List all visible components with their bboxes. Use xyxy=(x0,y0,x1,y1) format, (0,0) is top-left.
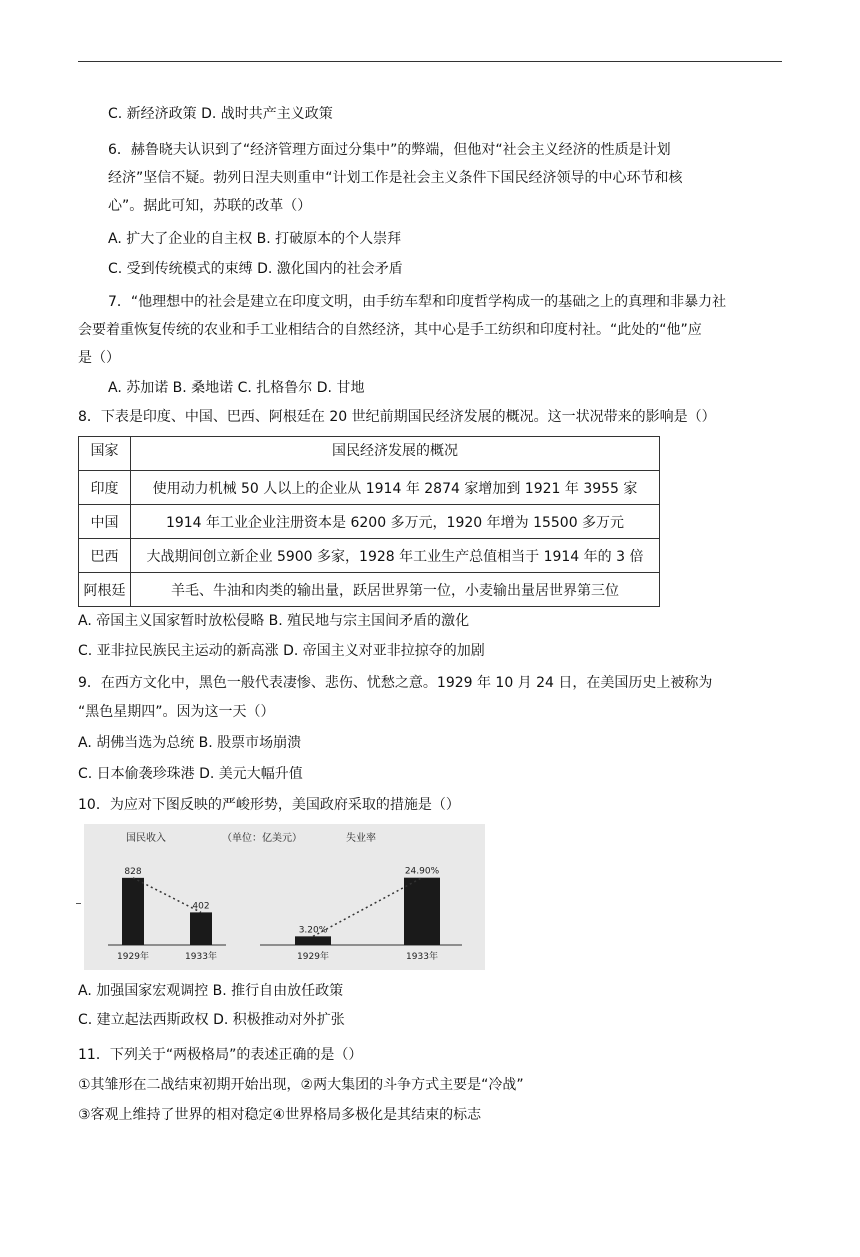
q8-options-ab: A. 帝国主义国家暂时放松侵略 B. 殖民地与宗主国间矛盾的激化 xyxy=(78,613,470,629)
q9-options-cd: C. 日本偷袭珍珠港 D. 美元大幅升值 xyxy=(78,766,303,782)
q6-options-cd: C. 受到传统模式的束缚 D. 激化国内的社会矛盾 xyxy=(108,261,403,277)
table-cell-overview: 1914 年工业企业注册资本是 6200 多万元，1920 年增为 15500 多万元 xyxy=(131,505,660,539)
chart-value-label: 24.90% xyxy=(404,866,440,877)
chart-title-income: 国民收入 xyxy=(126,833,166,844)
table-cell-country: 巴西 xyxy=(79,539,131,573)
chart-value-label: 402 xyxy=(192,901,210,912)
chart-category-label: 1929年 xyxy=(117,952,149,962)
q9-stem-line1: 9．在西方文化中，黑色一般代表凄惨、悲伤、忧愁之意。1929 年 10 月 24 日，在美国历史上被称为 xyxy=(78,675,713,691)
table-row xyxy=(79,505,660,539)
q6-stem-line1: 6．赫鲁晓夫认识到了“经济管理方面过分集中”的弊端，但他对“社会主义经济的性质是计划 xyxy=(108,142,671,158)
table-header-country: 国家 xyxy=(79,437,131,471)
chart-svg xyxy=(84,824,485,970)
chart-category-label: 1933年 xyxy=(406,952,438,962)
table-row xyxy=(79,539,660,573)
chart-bar xyxy=(295,936,331,945)
q6-stem-line3: 心”。据此可知，苏联的改革（） xyxy=(108,198,312,214)
chart-category-label: 1929年 xyxy=(297,952,329,962)
table-cell-overview: 羊毛、牛油和肉类的输出量，跃居世界第一位，小麦输出量居世界第三位 xyxy=(131,573,660,607)
q11-item-3-4: ③客观上维持了世界的相对稳定④世界格局多极化是其结束的标志 xyxy=(78,1107,482,1123)
chart-category-label: 1933年 xyxy=(185,952,217,962)
table-row xyxy=(79,573,660,607)
header-rule xyxy=(78,61,782,62)
chart-title-unemployment: 失业率 xyxy=(346,833,376,844)
q9-options-ab: A. 胡佛当选为总统 B. 股票市场崩溃 xyxy=(78,735,302,751)
q10-stem: 10．为应对下图反映的严峻形势，美国政府采取的措施是（） xyxy=(78,797,460,813)
economy-table xyxy=(78,436,660,607)
table-row xyxy=(79,471,660,505)
chart-value-label: 828 xyxy=(124,866,142,877)
q6-options-ab: A. 扩大了企业的自主权 B. 打破原本的个人崇拜 xyxy=(108,231,402,247)
table-header-row xyxy=(79,437,660,471)
q10-options-ab: A. 加强国家宏观调控 B. 推行自由放任政策 xyxy=(78,983,344,999)
q7-stem-line2: 会要着重恢复传统的农业和手工业相结合的自然经济，其中心是手工纺织和印度村社。“此处的“他”应 xyxy=(78,322,702,338)
q9-stem-line2: “黑色星期四”。因为这一天（） xyxy=(78,704,275,720)
chart-value-label: 3.20% xyxy=(298,925,328,936)
q7-stem-line3: 是（） xyxy=(78,350,120,366)
table-cell-country: 中国 xyxy=(79,505,131,539)
q11-stem: 11．下列关于“两极格局”的表述正确的是（） xyxy=(78,1047,363,1063)
chart-bar xyxy=(404,878,440,945)
table-cell-overview: 大战期间创立新企业 5900 多家，1928 年工业生产总值相当于 1914 年的 3 倍 xyxy=(131,539,660,573)
table-cell-country: 印度 xyxy=(79,471,131,505)
economy-chart xyxy=(84,824,485,970)
chart-bar xyxy=(122,878,144,945)
q10-options-cd: C. 建立起法西斯政权 D. 积极推动对外扩张 xyxy=(78,1012,345,1028)
table-cell-overview: 使用动力机械 50 人以上的企业从 1914 年 2874 家增加到 1921 年 3955 家 xyxy=(131,471,660,505)
table-header-overview: 国民经济发展的概况 xyxy=(131,437,660,471)
q7-options: A. 苏加诺 B. 桑地诺 C. 扎格鲁尔 D. 甘地 xyxy=(108,380,365,396)
chart-subtitle-unit: （单位：亿美元） xyxy=(222,833,302,844)
q5-options-cd: C. 新经济政策 D. 战时共产主义政策 xyxy=(108,106,333,122)
margin-tick xyxy=(76,903,81,904)
q8-stem: 8．下表是印度、中国、巴西、阿根廷在 20 世纪前期国民经济发展的概况。这一状况带来的影响是（） xyxy=(78,409,716,425)
q8-options-cd: C. 亚非拉民族民主运动的新高涨 D. 帝国主义对亚非拉掠夺的加剧 xyxy=(78,643,485,659)
chart-bar xyxy=(190,912,212,945)
q11-item-1-2: ①其雏形在二战结束初期开始出现，②两大集团的斗争方式主要是“冷战” xyxy=(78,1077,524,1093)
bars-layer xyxy=(108,867,462,962)
q7-stem-line1: 7．“他理想中的社会是建立在印度文明，由手纺车犁和印度哲学构成一的基础之上的真理和非暴力社 xyxy=(108,294,727,310)
table-cell-country: 阿根廷 xyxy=(79,573,131,607)
q6-stem-line2: 经济”坚信不疑。勃列日涅夫则重申“计划工作是社会主义条件下国民经济领导的中心环节和核 xyxy=(108,170,683,186)
